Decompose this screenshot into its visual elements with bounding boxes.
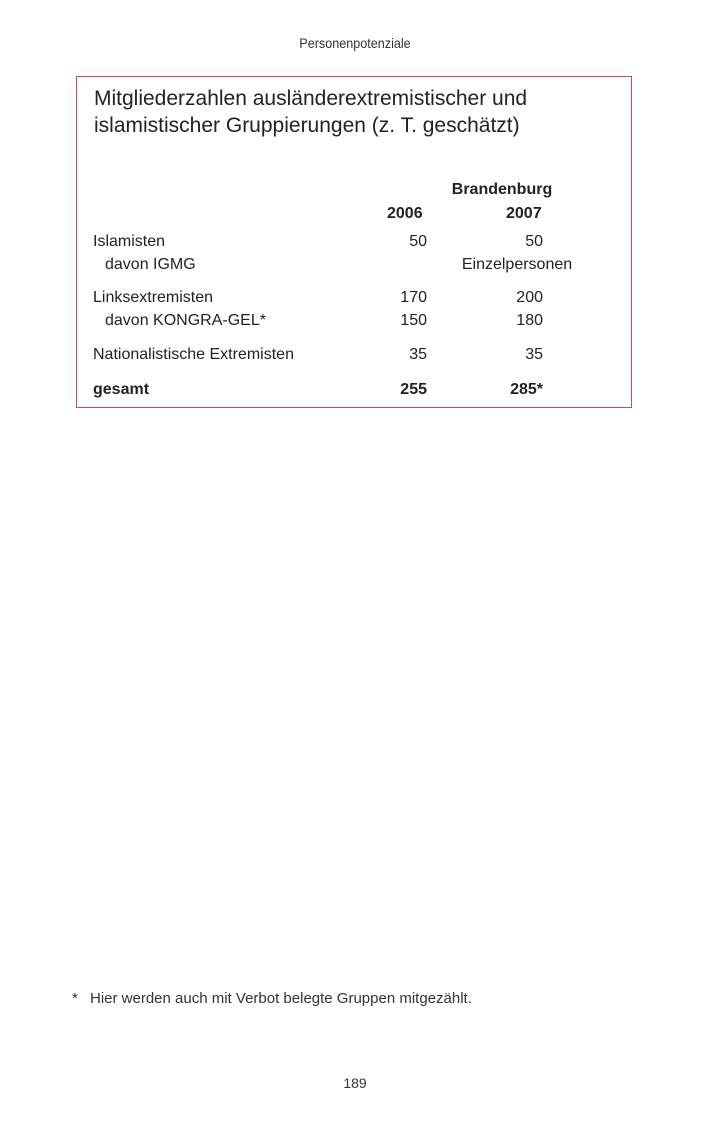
row-label: Linksextremisten (93, 289, 214, 306)
value-2007: 180 (516, 312, 543, 329)
page-number: 189 (343, 1075, 367, 1091)
row-label: Islamisten (93, 233, 166, 250)
table-title (94, 85, 527, 139)
region-header: Brandenburg (451, 181, 553, 198)
value-2006: 35 (409, 346, 427, 363)
table-row-linksextremisten (93, 287, 617, 309)
merged-value: Einzelpersonen (461, 256, 573, 273)
footnote-text: Hier werden auch mit Verbot belegte Gruppen mitgezählt. (90, 990, 472, 1007)
table-row-gesamt (93, 379, 617, 401)
value-2006: 150 (400, 312, 427, 329)
footnote (72, 990, 472, 1007)
value-2006: 50 (409, 233, 427, 250)
row-label: davon IGMG (105, 256, 196, 273)
table-row-davon-kongra-gel (93, 310, 617, 332)
value-2007: 200 (516, 289, 543, 306)
table-title-line-2: islamistischer Gruppierungen (z. T. geschätzt) (94, 114, 520, 137)
statistics-table-box (76, 76, 632, 408)
year-header-2007: 2007 (506, 205, 542, 222)
table-row-islamisten (93, 231, 617, 253)
value-2007: 285* (510, 381, 543, 398)
row-label: Nationalistische Extremisten (93, 346, 294, 363)
table-row-davon-igmg (93, 254, 617, 276)
value-2007: 50 (525, 233, 543, 250)
value-2007: 35 (525, 346, 543, 363)
row-label: davon KONGRA-GEL* (105, 312, 266, 329)
running-head: Personenpotenziale (299, 35, 411, 51)
year-header-2006: 2006 (387, 205, 423, 222)
table-row-nationalistische-extremisten (93, 344, 617, 366)
table-title-line-1: Mitgliederzahlen ausländerextremistischer und (94, 87, 528, 110)
value-2006: 170 (400, 289, 427, 306)
footnote-mark: * (72, 990, 78, 1007)
value-2006: 255 (400, 381, 427, 398)
row-label: gesamt (93, 381, 150, 398)
